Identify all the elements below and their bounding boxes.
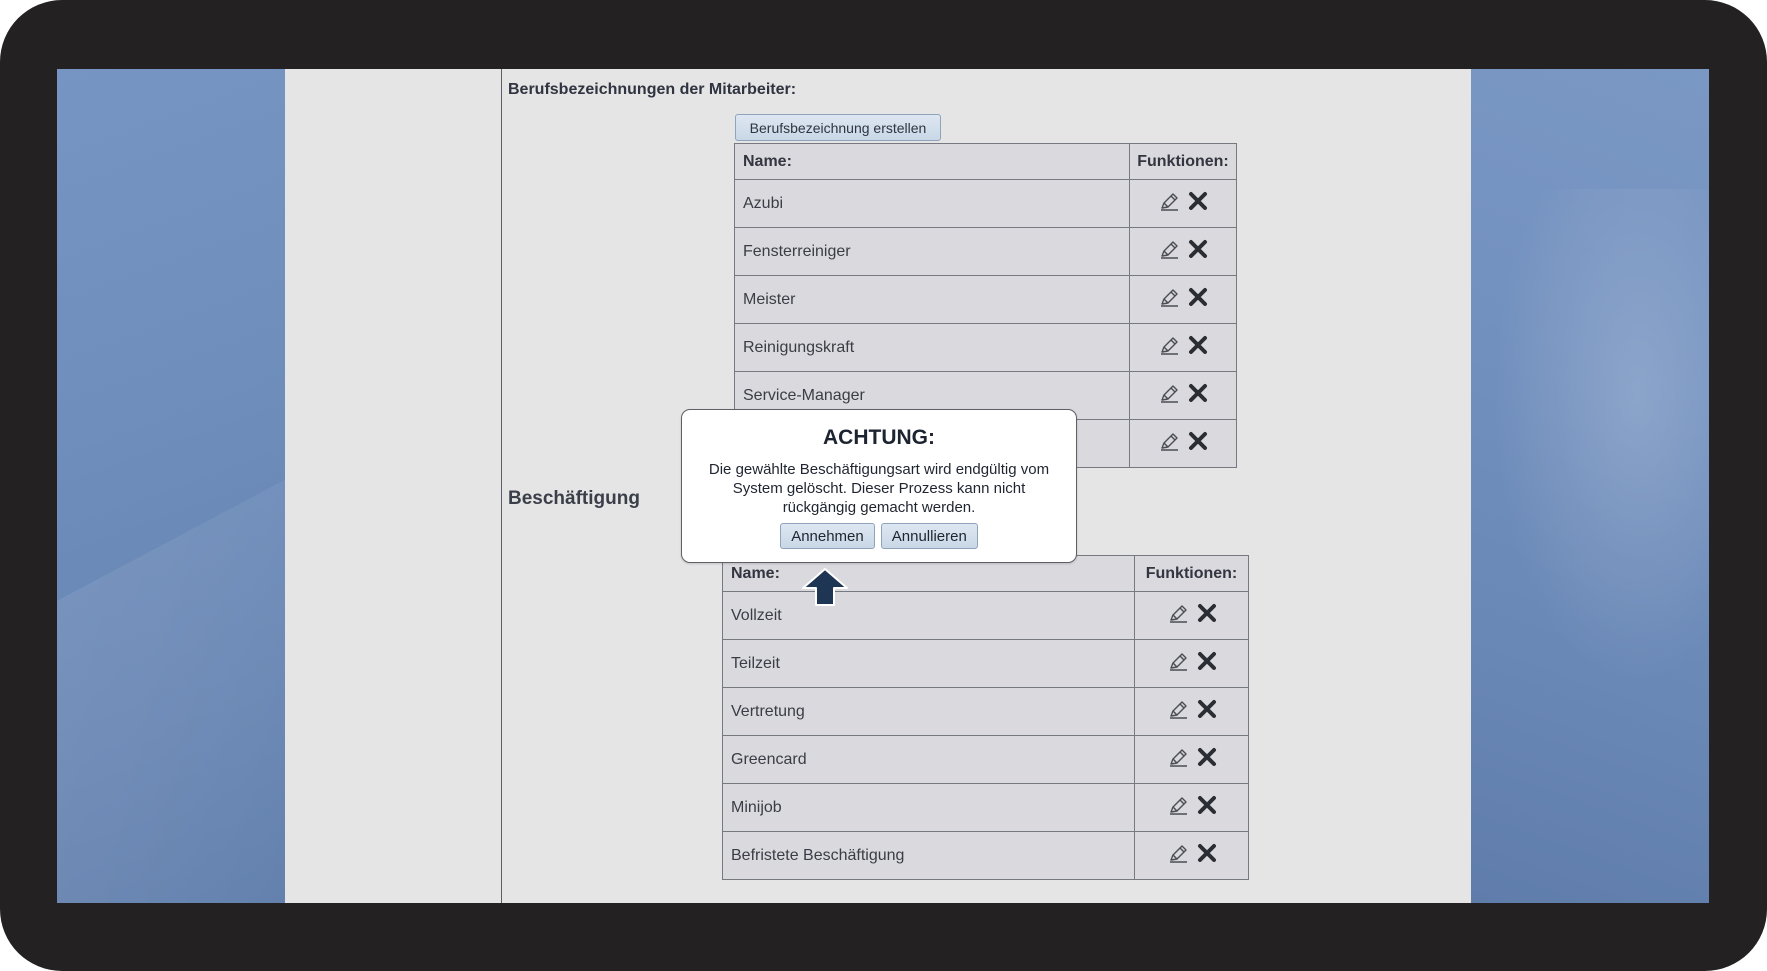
- row-name: Vollzeit: [723, 592, 1135, 640]
- dialog-button-row: [682, 523, 1076, 549]
- row-functions: [1135, 640, 1249, 688]
- delete-confirmation-dialog: [681, 409, 1077, 563]
- row-functions: [1130, 420, 1237, 468]
- screen: [57, 69, 1709, 903]
- row-name: Fensterreiniger: [735, 228, 1130, 276]
- column-header-functions: Funktionen:: [1135, 556, 1249, 592]
- pencil-icon[interactable]: [1167, 603, 1189, 628]
- create-job-title-button[interactable]: Berufsbezeichnung erstellen: [735, 114, 941, 141]
- row-functions: [1135, 784, 1249, 832]
- row-name: Azubi: [735, 180, 1130, 228]
- table-row: [735, 276, 1237, 324]
- row-functions: [1135, 592, 1249, 640]
- row-name: Greencard: [723, 736, 1135, 784]
- desktop-wallpaper-left: [57, 69, 285, 903]
- cancel-button[interactable]: Annullieren: [881, 523, 978, 549]
- row-functions: [1135, 688, 1249, 736]
- table-row: [735, 324, 1237, 372]
- desktop-wallpaper-right: [1471, 69, 1709, 903]
- table-row: [735, 180, 1237, 228]
- row-functions: [1135, 736, 1249, 784]
- table-row: [723, 640, 1249, 688]
- pencil-icon[interactable]: [1158, 383, 1180, 408]
- row-name: Minijob: [723, 784, 1135, 832]
- delete-x-icon[interactable]: [1197, 795, 1217, 820]
- dialog-title: ACHTUNG:: [823, 426, 935, 449]
- accept-button[interactable]: Annehmen: [780, 523, 875, 549]
- row-functions: [1135, 832, 1249, 880]
- row-functions: [1130, 228, 1237, 276]
- table-row: [735, 228, 1237, 276]
- delete-x-icon[interactable]: [1188, 383, 1208, 408]
- table-row: [723, 736, 1249, 784]
- delete-x-icon[interactable]: [1188, 191, 1208, 216]
- delete-x-icon[interactable]: [1188, 287, 1208, 312]
- row-name: Reinigungskraft: [735, 324, 1130, 372]
- delete-x-icon[interactable]: [1197, 843, 1217, 868]
- pencil-icon[interactable]: [1167, 651, 1189, 676]
- pencil-icon[interactable]: [1158, 287, 1180, 312]
- column-header-name: Name:: [735, 144, 1130, 180]
- row-name: Befristete Beschäftigung: [723, 832, 1135, 880]
- pencil-icon[interactable]: [1158, 191, 1180, 216]
- row-functions: [1130, 324, 1237, 372]
- delete-x-icon[interactable]: [1197, 699, 1217, 724]
- delete-x-icon[interactable]: [1188, 335, 1208, 360]
- table-row: [723, 688, 1249, 736]
- table-row: [723, 832, 1249, 880]
- delete-x-icon[interactable]: [1188, 431, 1208, 456]
- table-header-row: [735, 144, 1237, 180]
- delete-x-icon[interactable]: [1197, 603, 1217, 628]
- row-functions: [1130, 180, 1237, 228]
- pencil-icon[interactable]: [1167, 747, 1189, 772]
- dialog-message: Die gewählte Beschäftigungsart wird endgültig vom System gelöscht. Dieser Prozess kann nicht rückgängig gemacht werden.: [708, 461, 1050, 516]
- pencil-icon[interactable]: [1167, 699, 1189, 724]
- pencil-icon[interactable]: [1167, 795, 1189, 820]
- pencil-icon[interactable]: [1158, 431, 1180, 456]
- row-name: Vertretung: [723, 688, 1135, 736]
- delete-x-icon[interactable]: [1197, 651, 1217, 676]
- pencil-icon[interactable]: [1158, 239, 1180, 264]
- row-name: Service-Manager: [735, 372, 1130, 420]
- column-header-name: Name:: [723, 556, 1135, 592]
- row-name: Meister: [735, 276, 1130, 324]
- sidebar-divider: [501, 69, 502, 903]
- delete-x-icon[interactable]: [1197, 747, 1217, 772]
- column-header-functions: Funktionen:: [1130, 144, 1237, 180]
- table-row: [723, 784, 1249, 832]
- delete-x-icon[interactable]: [1188, 239, 1208, 264]
- job-titles-heading: Berufsbezeichnungen der Mitarbeiter:: [508, 81, 797, 98]
- row-name: Teilzeit: [723, 640, 1135, 688]
- row-functions: [1130, 372, 1237, 420]
- pencil-icon[interactable]: [1158, 335, 1180, 360]
- arrow-up-icon: [801, 567, 849, 607]
- row-functions: [1130, 276, 1237, 324]
- pencil-icon[interactable]: [1167, 843, 1189, 868]
- employment-heading: Beschäftigung: [508, 488, 640, 509]
